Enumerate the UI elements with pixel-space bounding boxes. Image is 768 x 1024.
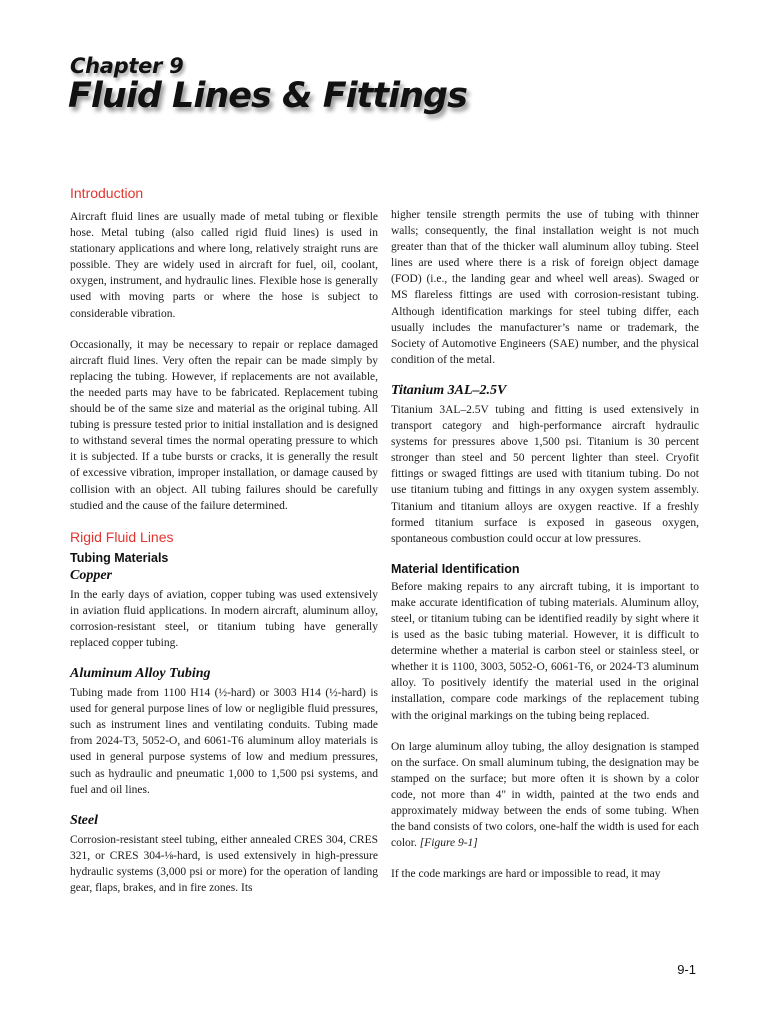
copper-paragraph: In the early days of aviation, copper tubing was used extensively in aviation fluid applications. In modern aircraft, aluminum alloy, corrosion-resistant steel, or titanium tubing have generally replaced copper tubing. (70, 588, 378, 649)
copper-heading: Copper (70, 567, 112, 583)
left-column (70, 185, 378, 896)
right-column (391, 207, 699, 882)
page-title: Fluid Lines & Fittings (68, 76, 467, 116)
titanium-paragraph: Titanium 3AL–2.5V tubing and fitting is used extensively in transport category and high-performance aircraft hydraulic systems for pressures above 1,500 psi. Titanium is 30 percent stronger than steel and 50 percent lighter than steel. Cryofit fittings or swaged fittings are used with titanium tubing. Do not use titanium tubing and fittings in any oxygen system assembly. Titanium and titanium alloys are oxygen reactive. If a freshly formed titanium surface is exposed in gaseous oxygen, spontaneous combustion could occur at low pressures. (391, 403, 699, 545)
steel-heading: Steel (70, 812, 98, 828)
chapter-label: Chapter 9 (70, 54, 184, 78)
intro-paragraph-1: Aircraft fluid lines are usually made of metal tubing or flexible hose. Metal tubing (also called rigid fluid lines) is used in stationary applications and where long, relatively straight runs are possible. They are widely used in aircraft for fuel, oil, coolant, oxygen, instrument, and hydraulic lines. Flexible hose is generally used with moving parts or where the hose is subject to considerable vibration. (70, 211, 378, 320)
material-id-paragraph-2 (391, 739, 699, 852)
material-identification-heading: Material Identification (391, 561, 520, 576)
material-id-paragraph-3: If the code markings are hard or impossible to read, it may (391, 868, 661, 881)
material-id-paragraph-1: Before making repairs to any aircraft tubing, it is important to make accurate identification of tubing materials. Aluminum alloy, steel, or titanium tubing can be identified readily by sight where it is used as the basic tubing material. However, it is difficult to determine whether a material is carbon steel or stainless steel, or whether it is 1100, 3003, 5052-O, 6061-T6, or 2024-T3 aluminum alloy. To positively identify the material used in the original installation, compare code markings of the replacement tubing with the original markings on the tubing being replaced. (391, 580, 699, 722)
steel-paragraph-continued: higher tensile strength permits the use of tubing with thinner walls; consequently, the final installation weight is not much greater than that of the thicker wall aluminum alloy tubing. Steel lines are used where there is a risk of foreign object damage (FOD) (i.e., the landing gear and wheel well areas). Swaged or MS flareless fittings are used with corrosion-resistant tubing. Although identification markings for steel tubing differ, each usually includes the manufacturer’s name or trademark, the Society of Automotive Engineers (SAE) number, and the physical condition of the metal. (391, 209, 699, 366)
steel-paragraph: Corrosion-resistant steel tubing, either annealed CRES 304, CRES 321, or CRES 304-⅛-hard, is used extensively in high-pressure hydraulic systems (3,000 psi or more) for the operation of landing gear, flaps, brakes, and in fire zones. Its (70, 833, 378, 894)
material-id-paragraph-2-text: On large aluminum alloy tubing, the alloy designation is stamped on the surface. On small aluminum tubing, the designation may be stamped on the surface; but more often it is shown by a color code, not more than 4" in width, painted at the two ends and approximately midway between the ends of some tubing. When the band consists of two colors, one-half the width is used for each color. (391, 740, 699, 850)
aluminum-alloy-tubing-heading: Aluminum Alloy Tubing (70, 666, 211, 682)
titanium-heading: Titanium 3AL–2.5V (391, 382, 507, 398)
page-number: 9-1 (677, 962, 696, 977)
tubing-materials-heading: Tubing Materials (70, 550, 169, 565)
figure-reference-link[interactable]: [Figure 9-1] (419, 837, 478, 850)
intro-paragraph-2: Occasionally, it may be necessary to repair or replace damaged aircraft fluid lines. Very often the repair can be made simply by replacing the tubing. However, if replacements are not available, the needed parts may have to be fabricated. Replacement tubing should be of the same size and material as the original tubing. All tubing is pressure tested prior to initial installation and is designed to withstand several times the normal operating pressure to which it is subjected. If a tube bursts or cracks, it is generally the result of excessive vibration, improper installation, or damage caused by collision with an object. All tubing failures should be carefully studied and the cause of the failure determined. (70, 338, 378, 512)
rigid-fluid-lines-heading: Rigid Fluid Lines (70, 528, 174, 545)
aluminum-paragraph: Tubing made from 1100 H14 (½-hard) or 3003 H14 (½-hard) is used for general purpose lines of low or negligible fluid pressures, such as instrument lines and ventilating conduits. Tubing made from 2024-T3, 5052-O, and 6061-T6 aluminum alloy materials is used in general purpose systems of low and medium pressures, such as hydraulic and pneumatic 1,000 to 1,500 psi systems, and fuel and oil lines. (70, 687, 378, 796)
introduction-heading: Introduction (70, 185, 144, 201)
